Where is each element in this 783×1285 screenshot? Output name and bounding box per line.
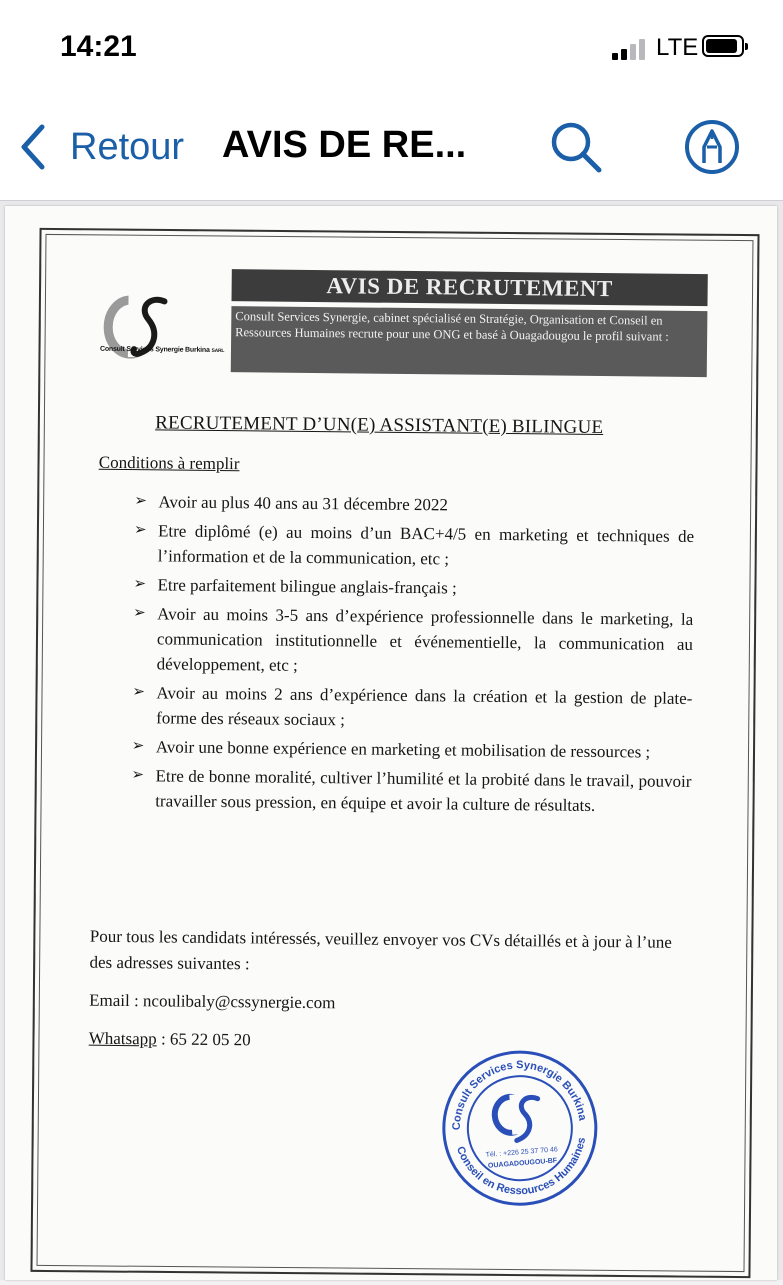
conditions-heading: Conditions à remplir [98,452,240,474]
markup-button[interactable] [684,119,740,175]
logo-caption-suffix: SARL [211,347,225,355]
list-item [134,518,694,574]
stamp-inner-text: Conseil en Ressources Humaines [453,1136,589,1198]
document-viewer[interactable] [0,201,783,1280]
arrow-bullet-icon: ➢ [131,738,145,755]
arrow-bullet-icon: ➢ [132,684,146,701]
arrow-bullet-icon: ➢ [133,576,147,593]
company-stamp-icon [434,1042,606,1214]
signal-icon [612,38,648,60]
condition-text: Avoir au moins 2 ans d’expérience dans la création et la gestion de plate-forme des réseaux sociaux ; [156,683,693,730]
page-title: AVIS DE RE... [222,124,467,166]
conditions-list [131,489,694,823]
document-content [0,203,781,1285]
arrow-bullet-icon: ➢ [131,767,145,784]
status-bar [0,0,783,95]
list-item [132,680,692,736]
battery-icon [702,35,744,57]
stamp-outer-text: Consult Services Synergie Burkina [450,1059,589,1131]
email-line: Email : ncoulibaly@cssynergie.com [89,990,336,1013]
banner-text: Consult Services Synergie, cabinet spécialisé en Stratégie, Organisation et Conseil en Ressources Humaines recrute pour une ONG et basé à Ouagadougou le profil suivant : [231,306,708,377]
navigation-bar [0,95,783,201]
job-title: RECRUTEMENT D’UN(E) ASSISTANT(E) BILINGUE [155,412,604,439]
list-item [133,601,694,682]
list-item [133,572,693,603]
back-label: Retour [70,125,185,168]
condition-text: Etre diplômé (e) au moins d’un BAC+4/5 en marketing et techniques de l’information et de la communication, etc ; [157,521,695,569]
markup-pen-icon [684,119,740,175]
condition-text: Avoir au plus 40 ans au 31 décembre 2022 [158,492,449,515]
whatsapp-label: Whatsapp [88,1028,157,1049]
list-item [132,734,692,765]
condition-text: Etre parfaitement bilingue anglais-français ; [157,575,457,598]
search-icon [548,119,604,175]
back-button[interactable] [18,119,184,175]
logo-caption [100,346,224,354]
list-item [134,489,694,520]
arrow-bullet-icon: ➢ [133,605,146,622]
arrow-bullet-icon: ➢ [134,493,148,510]
whatsapp-number: : 65 22 05 20 [156,1029,251,1050]
condition-text: Avoir au moins 3-5 ans d’expérience professionnelle dans le marketing, la communication institutionnelle et événementielle, la communication au développement, etc ; [156,604,694,675]
status-time: 14:21 [60,30,137,63]
svg-text:Conseil en Ressources Humaines [454,1135,593,1202]
stamp-tel: Tél. : +226 25 37 70 46 [485,1146,558,1159]
condition-text: Avoir une bonne expérience en marketing et mobilisation de ressources ; [155,737,651,762]
chevron-left-icon [18,123,48,171]
arrow-bullet-icon: ➢ [134,522,147,539]
network-label: LTE [656,34,699,61]
list-item [131,763,691,819]
company-logo-icon [98,289,209,370]
stamp-city: OUAGADOUGOU-BF [487,1157,558,1170]
condition-text: Etre de bonne moralité, cultiver l’humilité et la probité dans le travail, pouvoir travailler sous pression, en équipe et avoir la culture de résultats. [155,766,692,815]
whatsapp-line [89,1029,251,1051]
banner-title: AVIS DE RECRUTEMENT [231,269,707,306]
document-page [5,206,777,1280]
contact-instructions: Pour tous les candidats intéressés, veuillez envoyer vos CVs détaillés et à jour à l’une des adresses suivantes : [89,926,673,974]
logo-caption-name: Consult Services Synergie Burkina [99,345,210,354]
search-button[interactable] [548,119,604,175]
